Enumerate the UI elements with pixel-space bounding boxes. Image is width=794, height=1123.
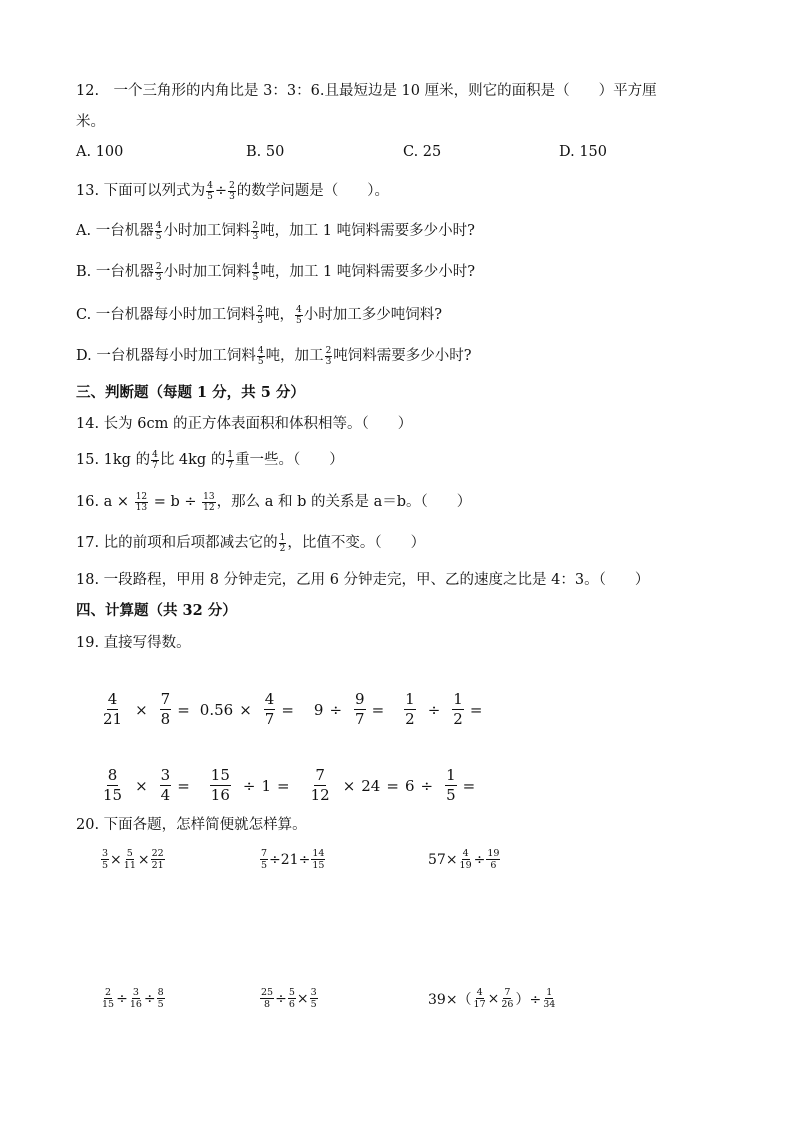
fraction (310, 987, 318, 1010)
fraction-denominator: 5 (102, 860, 109, 871)
text-segment: ÷21÷ (269, 851, 311, 868)
q13-option-d (76, 345, 472, 367)
text-segment: 小时加工饲料 (163, 223, 251, 239)
text-segment: C. 一台机器每小时加工饲料 (76, 307, 256, 323)
text-segment: 17. 比的前项和后项都减去它的 (76, 535, 278, 551)
q13-option-c (76, 304, 442, 326)
q14: 14. 长为 6cm 的正方体表面积和体积相等。（ ） (76, 416, 413, 432)
fraction (264, 690, 276, 729)
text-segment: 吨， (265, 307, 295, 323)
text-segment: ÷ (420, 776, 434, 795)
fraction (452, 690, 464, 729)
text-segment: × (239, 700, 252, 719)
text-segment: = b ÷ (149, 494, 202, 510)
text-segment: ，比值不变。（ ） (287, 535, 426, 551)
text-segment: ÷ (473, 851, 486, 868)
fraction-denominator: 7 (264, 710, 275, 728)
fraction-numerator: 1 (227, 449, 234, 460)
fraction-numerator: 3 (310, 987, 317, 998)
fraction-numerator: 1 (405, 690, 415, 708)
text-segment: = (177, 776, 190, 795)
q13-option-b (76, 261, 475, 283)
fraction (257, 346, 265, 367)
text-segment: ÷ (116, 990, 128, 1007)
fraction-denominator: 5 (296, 315, 302, 326)
text-segment: = (386, 776, 399, 795)
text-segment: 6 (404, 776, 415, 795)
fraction-denominator: 6 (490, 860, 497, 871)
fraction-denominator: 12 (203, 502, 215, 513)
fraction-numerator: 2 (257, 304, 264, 315)
fraction (260, 848, 268, 871)
q20-stem: 20. 下面各题，怎样简便就怎样算。 (76, 817, 307, 833)
fraction-denominator: 6 (288, 999, 295, 1010)
q12-option-c: C. 25 (403, 144, 442, 160)
fraction-denominator: 2 (405, 710, 415, 728)
fraction-denominator: 5 (310, 999, 317, 1010)
text-segment: 39×（ (428, 991, 472, 1008)
fraction (325, 346, 333, 367)
fraction (500, 987, 514, 1010)
q13-frac-2 (228, 181, 236, 202)
text-segment: × (342, 776, 356, 795)
fraction (135, 492, 148, 513)
fraction-numerator: 1 (446, 766, 456, 784)
q13-stem (76, 180, 389, 202)
text-segment: ÷ (242, 776, 256, 795)
fraction-numerator: 4 (155, 220, 162, 231)
fraction-numerator: 4 (152, 449, 158, 460)
fraction (251, 221, 259, 242)
fraction-numerator: 2 (155, 261, 162, 272)
section-4-heading: 四、计算题（共 32 分） (76, 602, 237, 619)
fraction-numerator: 25 (261, 987, 274, 998)
fraction-numerator: 1 (279, 532, 286, 543)
fraction-denominator: 16 (210, 786, 230, 804)
text-segment: 小时加工饲料 (163, 264, 251, 280)
fraction-numerator: 14 (312, 848, 325, 859)
q20-item-6 (428, 987, 557, 1010)
fraction-numerator: 3 (102, 848, 109, 859)
text-segment: ÷ (143, 990, 156, 1007)
fraction-denominator: 7 (355, 710, 365, 728)
q12-line1: 12. 一个三角形的内角比是 3：3：6.且最短边是 10 厘米，则它的面积是（ ）平方厘 (76, 83, 657, 99)
fraction-denominator: 11 (123, 860, 136, 871)
text-segment: 57× (428, 851, 458, 868)
fraction (252, 262, 260, 283)
fraction (151, 450, 159, 471)
text-segment: 吨饲料需要多少小时? (333, 348, 472, 364)
fraction-numerator: 22 (151, 848, 164, 859)
fraction-numerator: 4 (462, 848, 469, 859)
text-segment: ÷ (329, 700, 343, 719)
fraction-numerator: 13 (203, 491, 215, 502)
fraction-denominator: 3 (229, 191, 235, 202)
fraction (256, 305, 264, 326)
fraction-numerator: 4 (264, 690, 275, 708)
text-segment: = (277, 776, 290, 795)
fraction-denominator: 3 (155, 272, 162, 283)
q12-option-d: D. 150 (559, 144, 608, 160)
fraction-numerator: 2 (325, 345, 332, 356)
text-segment: ，那么 a 和 b 的关系是 a＝b。（ ） (216, 494, 472, 510)
fraction-denominator: 2 (279, 543, 286, 554)
fraction-denominator: 34 (543, 999, 556, 1010)
fraction-denominator: 12 (310, 786, 330, 804)
fraction (473, 987, 487, 1010)
text-segment: 小时加工多少吨饲料? (303, 307, 443, 323)
text-segment: × (296, 990, 309, 1007)
fraction-denominator: 5 (252, 272, 259, 283)
fraction-denominator: 19 (459, 860, 472, 871)
text-segment: 吨，加工 1 吨饲料需要多少小时? (260, 264, 476, 280)
q13-pre: 13. 下面可以列式为 (76, 183, 206, 199)
fraction (151, 848, 165, 871)
fraction-denominator: 4 (160, 786, 171, 804)
text-segment: A. 一台机器 (76, 223, 154, 239)
fraction-numerator: 4 (107, 690, 118, 708)
fraction (210, 766, 231, 805)
fraction (202, 492, 215, 513)
q16 (76, 491, 471, 513)
fraction (102, 766, 123, 805)
fraction-numerator: 1 (546, 987, 553, 998)
fraction (226, 450, 234, 471)
fraction (101, 987, 115, 1010)
text-segment: × (135, 700, 148, 719)
fraction (295, 305, 303, 326)
fraction (542, 987, 556, 1010)
text-segment: 吨，加工 (265, 348, 324, 364)
text-segment: 24 (361, 776, 381, 795)
text-segment: = (469, 700, 483, 719)
fraction (279, 533, 287, 554)
fraction (123, 848, 137, 871)
fraction (459, 848, 473, 871)
fraction-numerator: 2 (105, 987, 112, 998)
fraction-numerator: 4 (296, 304, 302, 315)
q20-item-4 (100, 987, 166, 1010)
text-segment: 0.56 (199, 700, 234, 719)
q19-row1 (96, 690, 482, 729)
q20-item-5 (259, 987, 319, 1010)
q19-row2 (96, 766, 475, 805)
text-segment: 比 4kg 的 (159, 452, 226, 468)
text-segment: ÷ (427, 700, 441, 719)
fraction-numerator: 8 (157, 987, 164, 998)
text-segment: = (281, 700, 294, 719)
fraction-denominator: 21 (151, 860, 164, 871)
q20-item-2 (259, 848, 326, 871)
fraction (155, 262, 163, 283)
fraction-denominator: 26 (501, 999, 514, 1010)
fraction (311, 848, 325, 871)
fraction-numerator: 19 (487, 848, 500, 859)
q13-option-a (76, 220, 475, 242)
text-segment: 16. a × (76, 494, 134, 510)
fraction-numerator: 7 (261, 848, 268, 859)
fraction (354, 690, 366, 729)
q18: 18. 一段路程，甲用 8 分钟走完，乙用 6 分钟走完，甲、乙的速度之比是 4：3。（ ） (76, 572, 650, 588)
fraction-numerator: 2 (252, 220, 259, 231)
fraction (160, 690, 172, 729)
fraction-denominator: 3 (252, 231, 259, 242)
section-3-heading: 三、判断题（每题 1 分，共 5 分） (76, 384, 305, 401)
fraction (102, 690, 123, 729)
fraction-numerator: 3 (132, 987, 139, 998)
text-segment: 吨，加工 1 吨饲料需要多少小时? (260, 223, 475, 239)
fraction (288, 987, 296, 1010)
text-segment: = (371, 700, 385, 719)
q13-frac-1 (206, 181, 214, 202)
fraction-denominator: 3 (325, 356, 332, 367)
fraction-numerator: 5 (288, 987, 295, 998)
q12-option-a: A. 100 (76, 144, 124, 160)
text-segment: 9 (313, 700, 324, 719)
fraction (404, 690, 416, 729)
fraction-numerator: 9 (355, 690, 365, 708)
text-segment: × (137, 851, 150, 868)
fraction-denominator: 3 (257, 315, 264, 326)
fraction-numerator: 4 (207, 180, 213, 191)
fraction-numerator: 7 (160, 690, 171, 708)
fraction-numerator: 4 (252, 261, 259, 272)
fraction (445, 766, 457, 805)
fraction-denominator: 15 (102, 999, 115, 1010)
q12-line2: 米。 (76, 114, 105, 130)
fraction-denominator: 21 (103, 710, 123, 728)
fraction (486, 848, 500, 871)
fraction (157, 987, 165, 1010)
fraction-denominator: 8 (160, 710, 171, 728)
text-segment: ÷ (275, 990, 287, 1007)
fraction-denominator: 15 (103, 786, 123, 804)
fraction-numerator: 4 (257, 345, 264, 356)
fraction (160, 766, 172, 805)
fraction-numerator: 8 (107, 766, 118, 784)
fraction-denominator: 5 (207, 191, 213, 202)
fraction-denominator: 5 (446, 786, 456, 804)
fraction-numerator: 15 (210, 766, 230, 784)
q12-option-b: B. 50 (246, 144, 285, 160)
fraction-numerator: 4 (476, 987, 483, 998)
text-segment: B. 一台机器 (76, 264, 154, 280)
fraction-numerator: 12 (135, 491, 148, 502)
fraction-numerator: 3 (160, 766, 171, 784)
text-segment: = (177, 700, 190, 719)
fraction-denominator: 5 (157, 999, 164, 1010)
fraction-denominator: 2 (453, 710, 463, 728)
fraction (260, 987, 274, 1010)
text-segment: = (462, 776, 476, 795)
fraction-denominator: 5 (261, 860, 268, 871)
q20-item-3 (428, 848, 501, 871)
text-segment: × (487, 990, 500, 1007)
q17 (76, 532, 425, 554)
fraction-denominator: 15 (312, 860, 325, 871)
fraction-denominator: 7 (227, 460, 234, 471)
fraction-denominator: 16 (129, 999, 142, 1010)
fraction-denominator: 8 (264, 999, 271, 1010)
fraction-numerator: 7 (504, 987, 511, 998)
fraction-denominator: 13 (135, 502, 148, 513)
text-segment: 1 (261, 776, 272, 795)
fraction-denominator: 5 (257, 356, 264, 367)
text-segment: D. 一台机器每小时加工饲料 (76, 348, 256, 364)
text-segment: ÷ (214, 183, 228, 199)
text-segment: × (110, 851, 122, 868)
fraction-numerator: 7 (315, 766, 325, 784)
text-segment: × (135, 776, 148, 795)
fraction-numerator: 5 (126, 848, 133, 859)
fraction (310, 766, 331, 805)
fraction (101, 848, 109, 871)
q19-stem: 19. 直接写得数。 (76, 635, 191, 651)
fraction-denominator: 7 (152, 460, 158, 471)
q20-item-1 (100, 848, 166, 871)
fraction-denominator: 5 (155, 231, 162, 242)
fraction-denominator: 17 (473, 999, 486, 1010)
q13-post: 的数学问题是（ ）。 (236, 183, 390, 199)
fraction (155, 221, 163, 242)
fraction-numerator: 2 (229, 180, 235, 191)
text-segment: 重一些。（ ） (235, 452, 344, 468)
text-segment: 15. 1kg 的 (76, 452, 151, 468)
fraction (129, 987, 143, 1010)
fraction-numerator: 1 (453, 690, 463, 708)
text-segment: ）÷ (515, 991, 542, 1008)
q15 (76, 449, 344, 471)
